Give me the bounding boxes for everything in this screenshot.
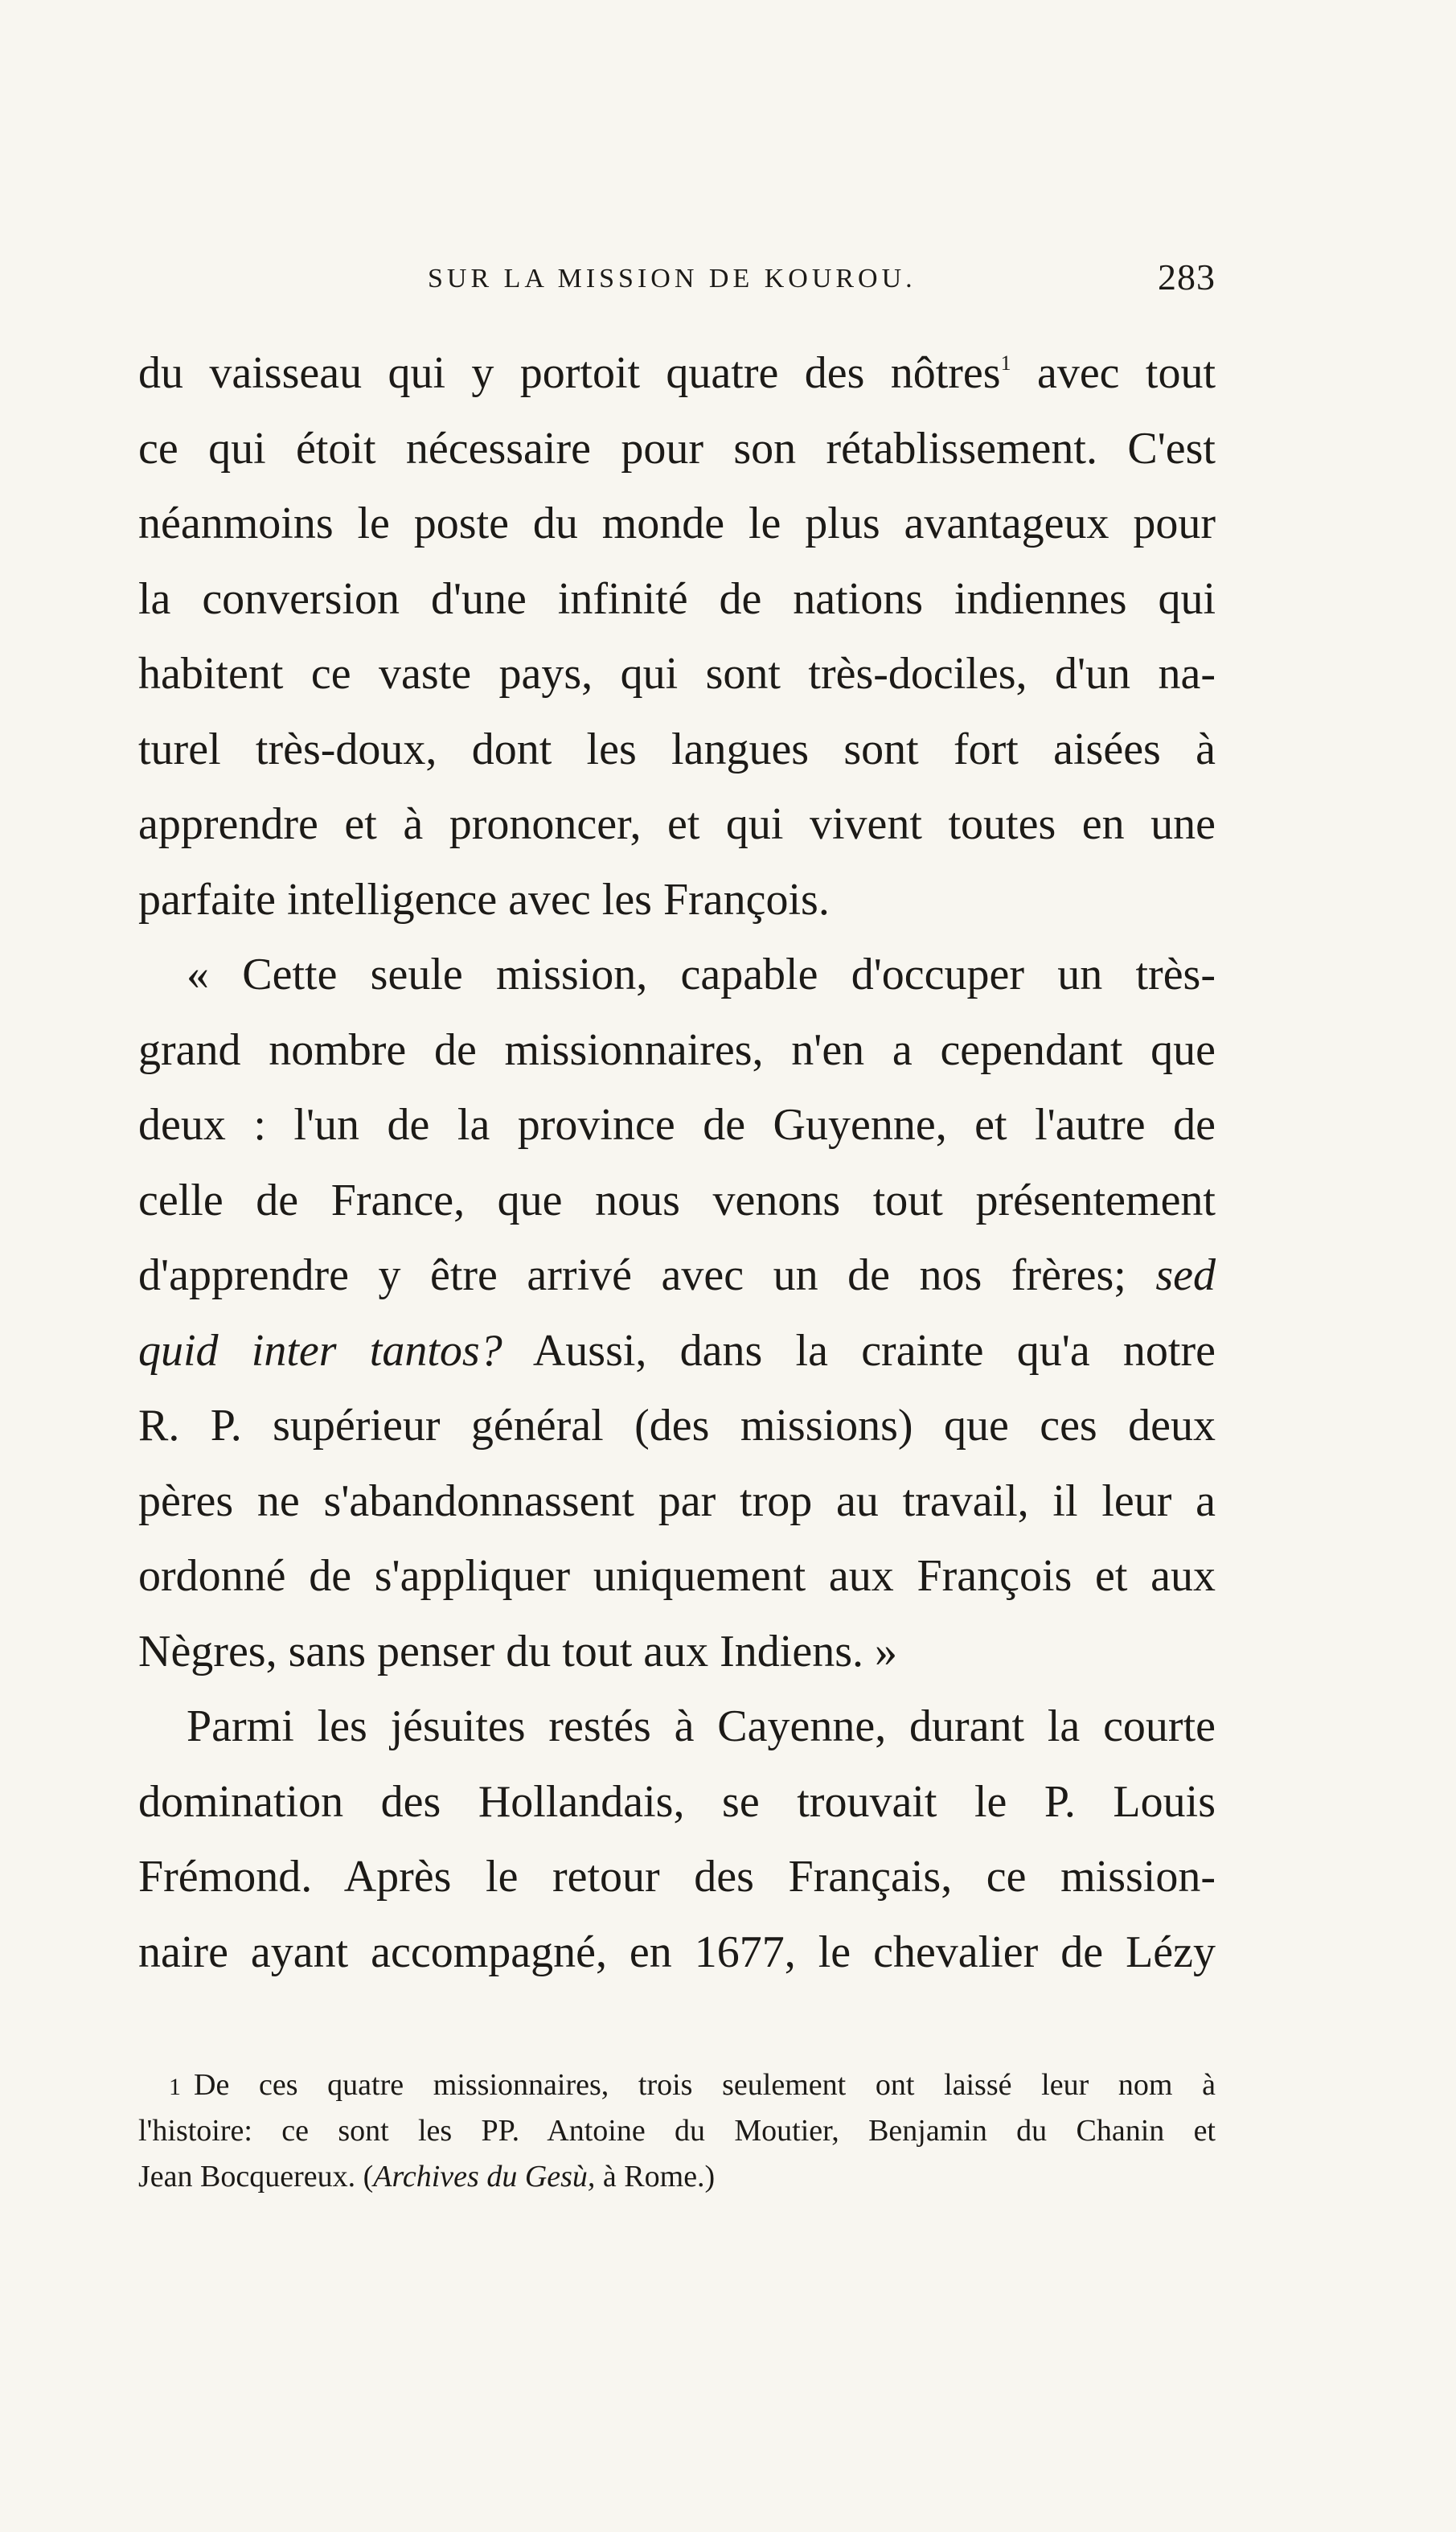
text-line: la conversion d'une infinité de nations indiennes qui: [138, 573, 1216, 624]
text-line: [138, 336, 1216, 412]
text-line: habitent ce vaste pays, qui sont très-dociles, d'un na-: [138, 649, 1216, 699]
text-line: Frémond. Après le retour des Français, ce mission-: [138, 1852, 1216, 1902]
running-title: SUR LA MISSION DE KOUROU.: [428, 264, 917, 293]
text-line: [138, 1238, 1216, 1314]
footnote-line: [138, 2062, 1216, 2108]
text-span: Aussi, dans la crainte qu'a notre: [502, 1325, 1216, 1376]
italic-text: sed: [1155, 1250, 1216, 1300]
text-line: domination des Hollandais, se trouvait le P. Louis: [138, 1776, 1216, 1827]
italic-text: quid inter tantos?: [138, 1325, 502, 1376]
text-span: d'apprendre y être arrivé avec un de nos frères;: [138, 1250, 1156, 1300]
footnote-line: l'histoire: ce sont les PP. Antoine du Moutier, Benjamin du Chanin et: [138, 2114, 1216, 2148]
text-line: apprendre et à prononcer, et qui vivent toutes en une: [138, 799, 1216, 849]
text-line: ce qui étoit nécessaire pour son rétablissement. C'est: [138, 423, 1216, 474]
footnote-number: 1: [169, 2074, 181, 2100]
running-head: [138, 256, 1216, 304]
text-line: deux : l'un de la province de Guyenne, et l'autre de: [138, 1100, 1216, 1150]
text-line: turel très-doux, dont les langues sont fort aisées à: [138, 724, 1216, 774]
text-line: celle de France, que nous venons tout présentement: [138, 1175, 1216, 1225]
text-line: grand nombre de missionnaires, n'en a cependant que: [138, 1024, 1216, 1075]
footnote: [138, 2062, 1216, 2200]
text-line: Nègres, sans penser du tout aux Indiens. »: [138, 1626, 898, 1676]
footnote-text: à Rome.): [595, 2160, 716, 2193]
paragraph-start-line: Parmi les jésuites restés à Cayenne, durant la courte: [187, 1701, 1216, 1751]
footnote-reference: 1: [1000, 351, 1011, 375]
main-text: [138, 336, 1216, 1990]
footnote-text: De ces quatre missionnaires, trois seulement ont laissé leur nom à: [194, 2068, 1216, 2102]
text-line: naire ayant accompagné, en 1677, le chevalier de Lézy: [138, 1927, 1216, 1977]
text-line: parfaite intelligence avec les François.: [138, 874, 830, 925]
text-line: ordonné de s'appliquer uniquement aux François et aux: [138, 1551, 1216, 1601]
text-line: pères ne s'abandonnassent par trop au travail, il leur a: [138, 1475, 1216, 1526]
text-line: [138, 1314, 1216, 1389]
text-span: du vaisseau qui y portoit quatre des nôtres: [138, 348, 1001, 398]
footnote-line: [138, 2154, 1216, 2200]
italic-text: Archives du Gesù,: [373, 2160, 596, 2193]
page-number: 283: [1158, 256, 1216, 298]
paragraph-start-line: « Cette seule mission, capable d'occuper un très-: [187, 950, 1216, 999]
footnote-text: Jean Bocquereux. (: [138, 2160, 374, 2193]
text-span: avec tout: [1011, 348, 1216, 398]
text-line: néanmoins le poste du monde le plus avantageux pour: [138, 499, 1216, 548]
text-line: R. P. supérieur général (des missions) que ces deux: [138, 1401, 1216, 1451]
